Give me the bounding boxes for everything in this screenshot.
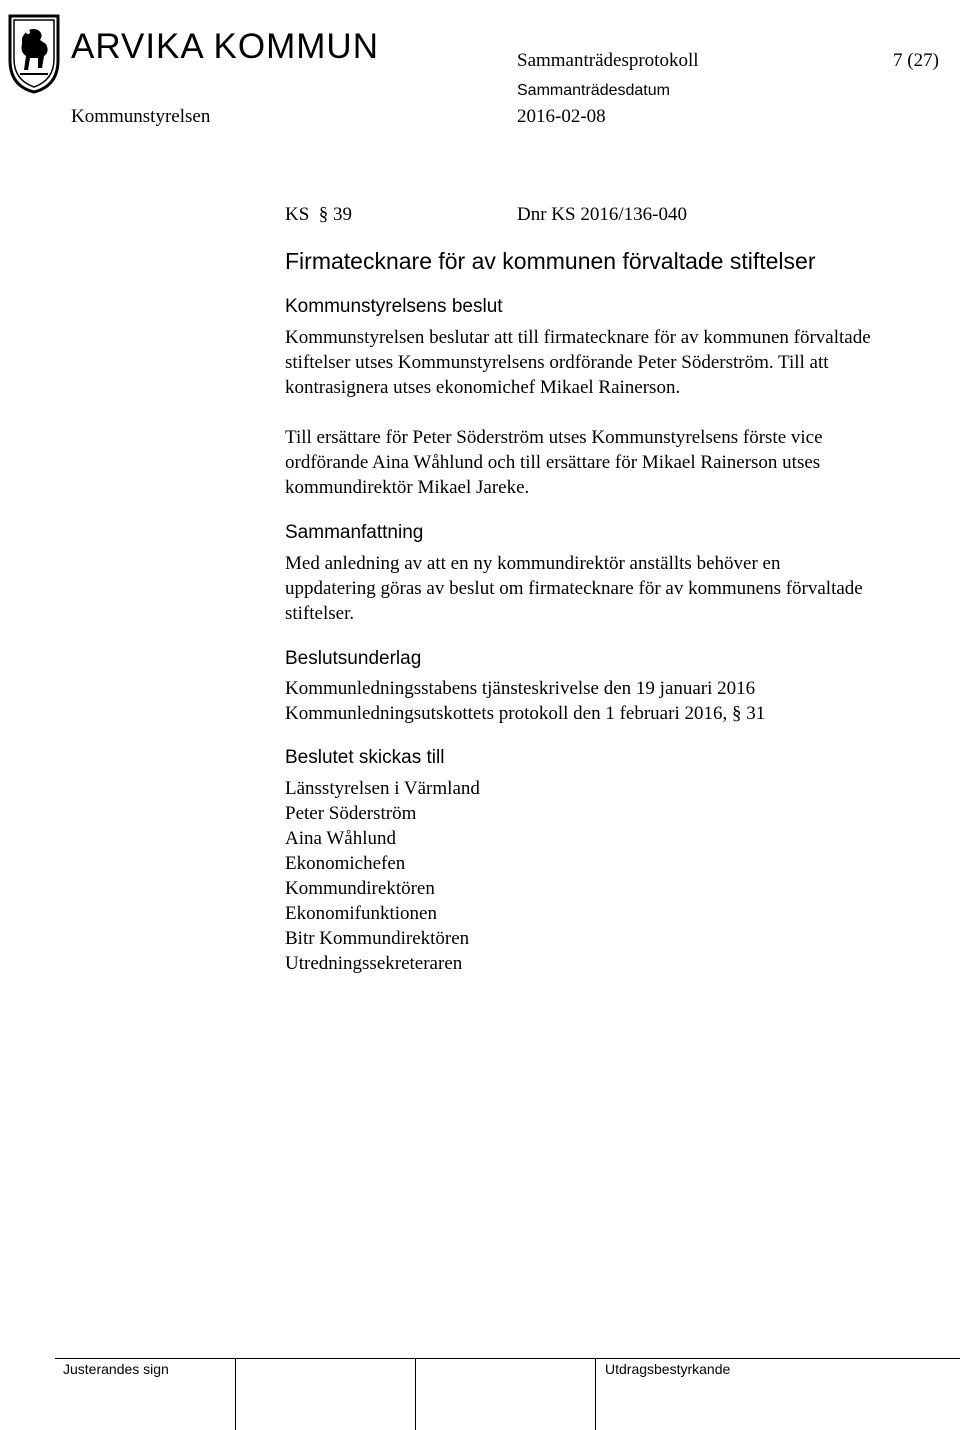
organization-name: ARVIKA KOMMUN [71, 27, 379, 66]
summary-heading: Sammanfattning [285, 522, 424, 543]
basis-item-text: Kommunledningsutskottets protokoll den 1 februari 2016, [285, 703, 728, 724]
registry-number: Dnr KS 2016/136-040 [517, 204, 687, 225]
text-line: ordförande Aina Wåhlund och till ersättare för Mikael Rainerson utses [285, 452, 821, 473]
text-line: kommundirektör Mikael Jareke. [285, 477, 530, 498]
section-symbol: § [318, 204, 329, 225]
municipal-coat-of-arms-icon [6, 14, 62, 94]
committee-name: Kommunstyrelsen [71, 106, 211, 127]
recipients-heading: Beslutet skickas till [285, 747, 445, 768]
list-item: Ekonomifunktionen [285, 903, 437, 924]
case-reference [285, 202, 352, 227]
basis-item: Kommunledningsstabens tjänsteskrivelse den 19 januari 2016 [285, 678, 756, 699]
case-number: 39 [333, 204, 353, 225]
adjuster-signature-label: Justerandes sign [63, 1361, 169, 1377]
text-line: Kommunstyrelsen beslutar att till firmatecknare för av kommunen förvaltade [285, 327, 871, 348]
text-line: uppdatering göras av beslut om firmatecknare för av kommunens förvaltade [285, 578, 863, 599]
list-item: Ekonomichefen [285, 853, 406, 874]
text-line: Med anledning av att en ny kommundirektör anställts behöver en [285, 553, 781, 574]
footer-cell-divider [235, 1358, 236, 1430]
document-type: Sammanträdesprotokoll [517, 50, 699, 71]
recipients-list [285, 776, 955, 976]
footer-cell-divider [415, 1358, 416, 1430]
decision-paragraph-1 [285, 325, 955, 400]
decision-heading: Kommunstyrelsens beslut [285, 296, 503, 317]
basis-item [285, 701, 955, 726]
list-item: Bitr Kommundirektören [285, 928, 470, 949]
footer-divider [55, 1358, 960, 1359]
list-item: Länsstyrelsen i Värmland [285, 778, 480, 799]
text-line: kontrasignera utses ekonomichef Mikael Rainerson. [285, 377, 681, 398]
text-line: stiftelser. [285, 603, 355, 624]
case-prefix: KS [285, 204, 310, 225]
meeting-date-label: Sammanträdesdatum [517, 82, 670, 99]
meeting-date: 2016-02-08 [517, 106, 606, 127]
decision-paragraph-2 [285, 425, 955, 500]
section-number: 31 [746, 703, 766, 724]
basis-list [285, 676, 955, 726]
text-line: stiftelser utses Kommunstyrelsens ordförande Peter Söderström. Till att [285, 352, 829, 373]
section-symbol: § [731, 703, 742, 724]
list-item: Utredningssekreteraren [285, 953, 463, 974]
list-item: Aina Wåhlund [285, 828, 396, 849]
extract-certification-label: Utdragsbestyrkande [605, 1361, 731, 1377]
list-item: Kommundirektören [285, 878, 435, 899]
basis-heading: Beslutsunderlag [285, 648, 422, 669]
text-line: Till ersättare för Peter Söderström utses Kommunstyrelsens förste vice [285, 427, 823, 448]
summary-paragraph [285, 551, 955, 626]
page-number: 7 (27) [893, 50, 939, 71]
page-title: Firmatecknare för av kommunen förvaltade stiftelser [285, 248, 816, 274]
footer-cell-divider [595, 1358, 596, 1430]
list-item: Peter Söderström [285, 803, 417, 824]
